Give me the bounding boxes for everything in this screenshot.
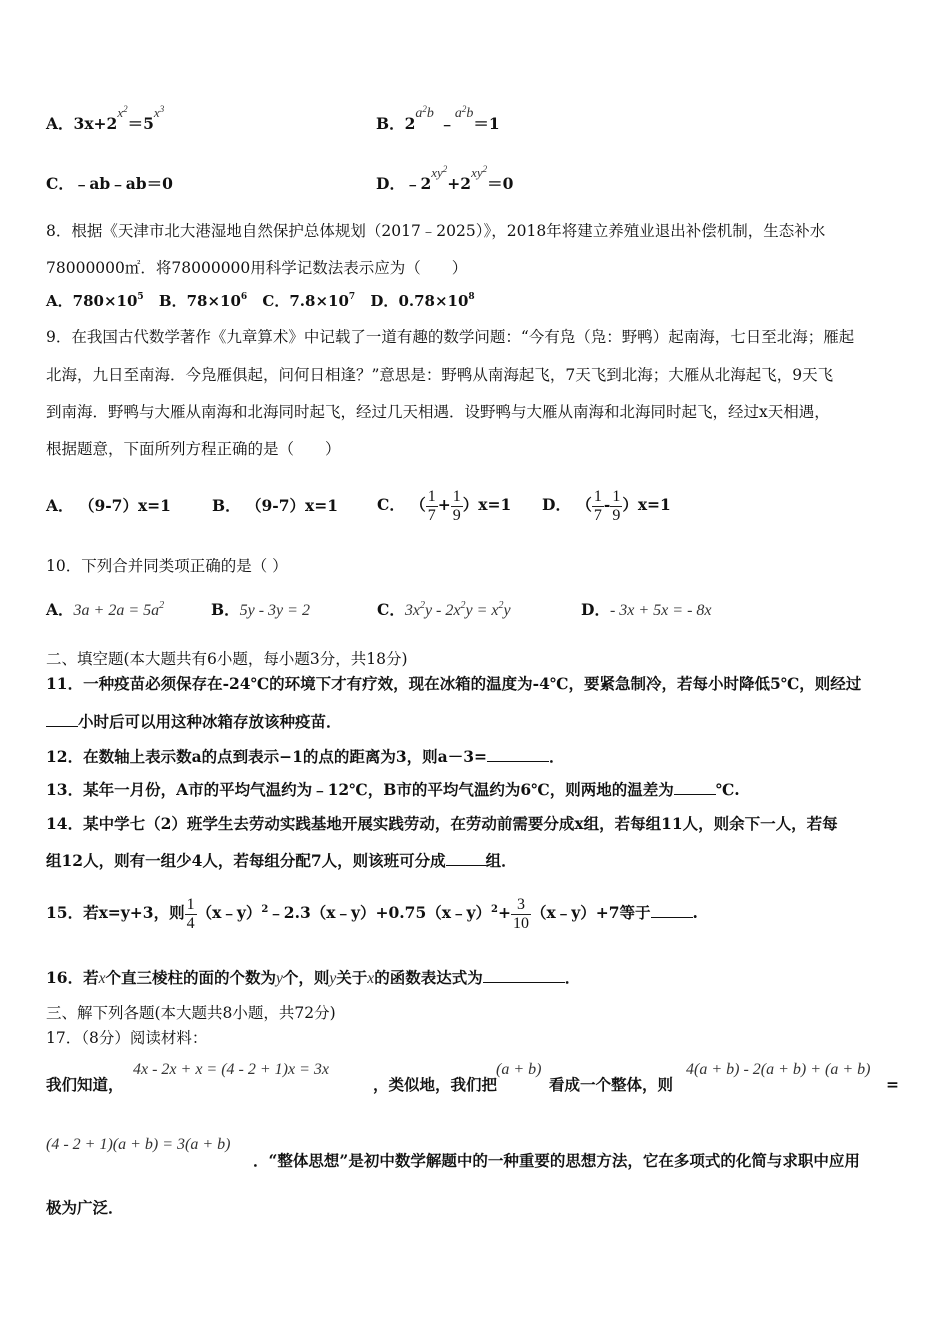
q11-line-1: 11．一种疫苗必须保存在-24℃的环境下才有疗效，现在冰箱的温度为-4℃，要紧急制冷，若每小时降低5℃，则经过 [46, 674, 862, 693]
q15: 15．若x=y+3，则 $\frac{1}{4}$ （x﹣y）$^2$﹣2.3（x﹣y）+0.75（x﹣y）$^2$+ $\frac{3}{10}$ （x﹣y）+7等于 . [46, 895, 698, 932]
q12: 12．在数轴上表示数a的点到表示−1的点的距离为3，则a－3= ． [46, 747, 565, 766]
q17-text-1: 我们知道， [46, 1075, 124, 1094]
q13-answer-blank[interactable] [674, 780, 716, 795]
q17-equals: = [886, 1075, 899, 1094]
q9-line-2: 北海，九日至南海．今凫雁俱起，问何日相逢？”意思是：野鸭从南海起飞，7天飞到北海；大雁从北海起飞，9天飞 [46, 366, 834, 384]
q7-option-b: B．$2a^2b$ $﹣a^2b=1$ [376, 104, 500, 133]
q9-option-d: D． （ $\frac{1}{7}$ - $\frac{1}{9}$ ）x=1 [542, 487, 671, 524]
q17-text-2: ，类似地，我们把 [373, 1075, 498, 1094]
q10-option-a: A．$3a + 2a = 5a^2$ [46, 600, 165, 619]
q15-answer-blank[interactable] [651, 903, 693, 918]
q10-stem: 10．下列合并同类项正确的是（ ） [46, 557, 288, 575]
q7-option-d: D．$﹣2^{xy^2}+2^{xy^2}=0$ [376, 164, 514, 193]
q9-line-3: 到南海．野鸭与大雁从南海和北海同时起飞，经过几天相遇．设野鸭与大雁从南海和北海同时起飞，经过x天相遇， [46, 403, 830, 421]
q17-head: 17．（8分）阅读材料： [46, 1029, 208, 1047]
q9-line-4: 根据题意，下面所列方程正确的是（ ） [46, 440, 341, 458]
q17-text-3: 看成一个整体，则 [549, 1075, 674, 1094]
q10-option-c: C．$3x^2y - 2x^2y = x^2y$ [377, 600, 511, 619]
q13: 13．某年一月份，A市的平均气温约为﹣12℃，B市的平均气温约为6℃，则两地的温差为 ℃. [46, 780, 740, 799]
q10-option-b: B．5y - 3y = 2 [211, 600, 310, 619]
q9-option-c: C． （ $\frac{1}{7}$ + $\frac{1}{9}$ ）x=1 [377, 487, 512, 524]
q17-expr-1: 4x - 2x + x = (4 - 2 + 1)x = 3x [133, 1061, 330, 1078]
q10-option-d: D．- 3x + 5x = - 8x [581, 600, 712, 619]
q8-options: A．$780\times 10^5$ B．$78\times 10^6$ C．$7.8\times 10^7$ D．$0.78\times 10^8$ [46, 292, 475, 310]
q17-text-5: 极为广泛． [46, 1198, 124, 1217]
q17-text-4: ．“整体思想”是初中数学解题中的一种重要的思想方法，它在多项式的化简与求职中应用 [253, 1151, 860, 1170]
q9-line-1: 9．在我国古代数学著作《九章算术》中记载了一道有趣的数学问题：“今有凫（凫：野鸭）起南海，七日至北海；雁起 [46, 328, 855, 346]
q12-answer-blank[interactable] [487, 747, 549, 762]
q11-line-2: 小时后可以用这种冰箱存放该种疫苗． [46, 711, 342, 733]
q8-line-2: 78000000㎡．将78000000用科学记数法表示应为（ ） [46, 259, 468, 277]
q9-option-a: A． （9-7）x=1 [46, 496, 171, 515]
q17-expr-2: (a + b) [496, 1061, 542, 1078]
q14-line-2: 组12人，则有一组少4人，若每组分配7人，则该班可分成 组． [46, 851, 517, 870]
q16-answer-blank[interactable] [483, 968, 565, 983]
q11-answer-blank[interactable] [46, 712, 78, 727]
q9-option-b: B． （9-7）x=1 [212, 496, 339, 515]
q17-expr-3: 4(a + b) - 2(a + b) + (a + b) [686, 1061, 871, 1078]
section-2-heading: 二、填空题(本大题共有6小题，每小题3分，共18分) [46, 650, 408, 668]
q8-line-1: 8．根据《天津市北大港湿地自然保护总体规划（2017﹣2025）》，2018年将建立养殖业退出补偿机制，生态补水 [46, 222, 826, 240]
q7-option-c: C．﹣ab﹣ab＝0 [46, 174, 173, 193]
section-3-heading: 三、解下列各题(本大题共8小题，共72分) [46, 1004, 336, 1022]
q7-option-a: A．$3x+2^{x^2}=5^{x^3}$ [46, 104, 165, 133]
q17-expr-4: (4 - 2 + 1)(a + b) = 3(a + b) [46, 1136, 231, 1153]
q14-answer-blank[interactable] [446, 851, 486, 866]
q16: 16．若x个直三棱柱的面的个数为y个，则y关于x的函数表达式为 ． [46, 968, 581, 987]
q14-line-1: 14．某中学七（2）班学生去劳动实践基地开展实践劳动，在劳动前需要分成x组，若每组11人，则余下一人，若每 [46, 814, 838, 833]
